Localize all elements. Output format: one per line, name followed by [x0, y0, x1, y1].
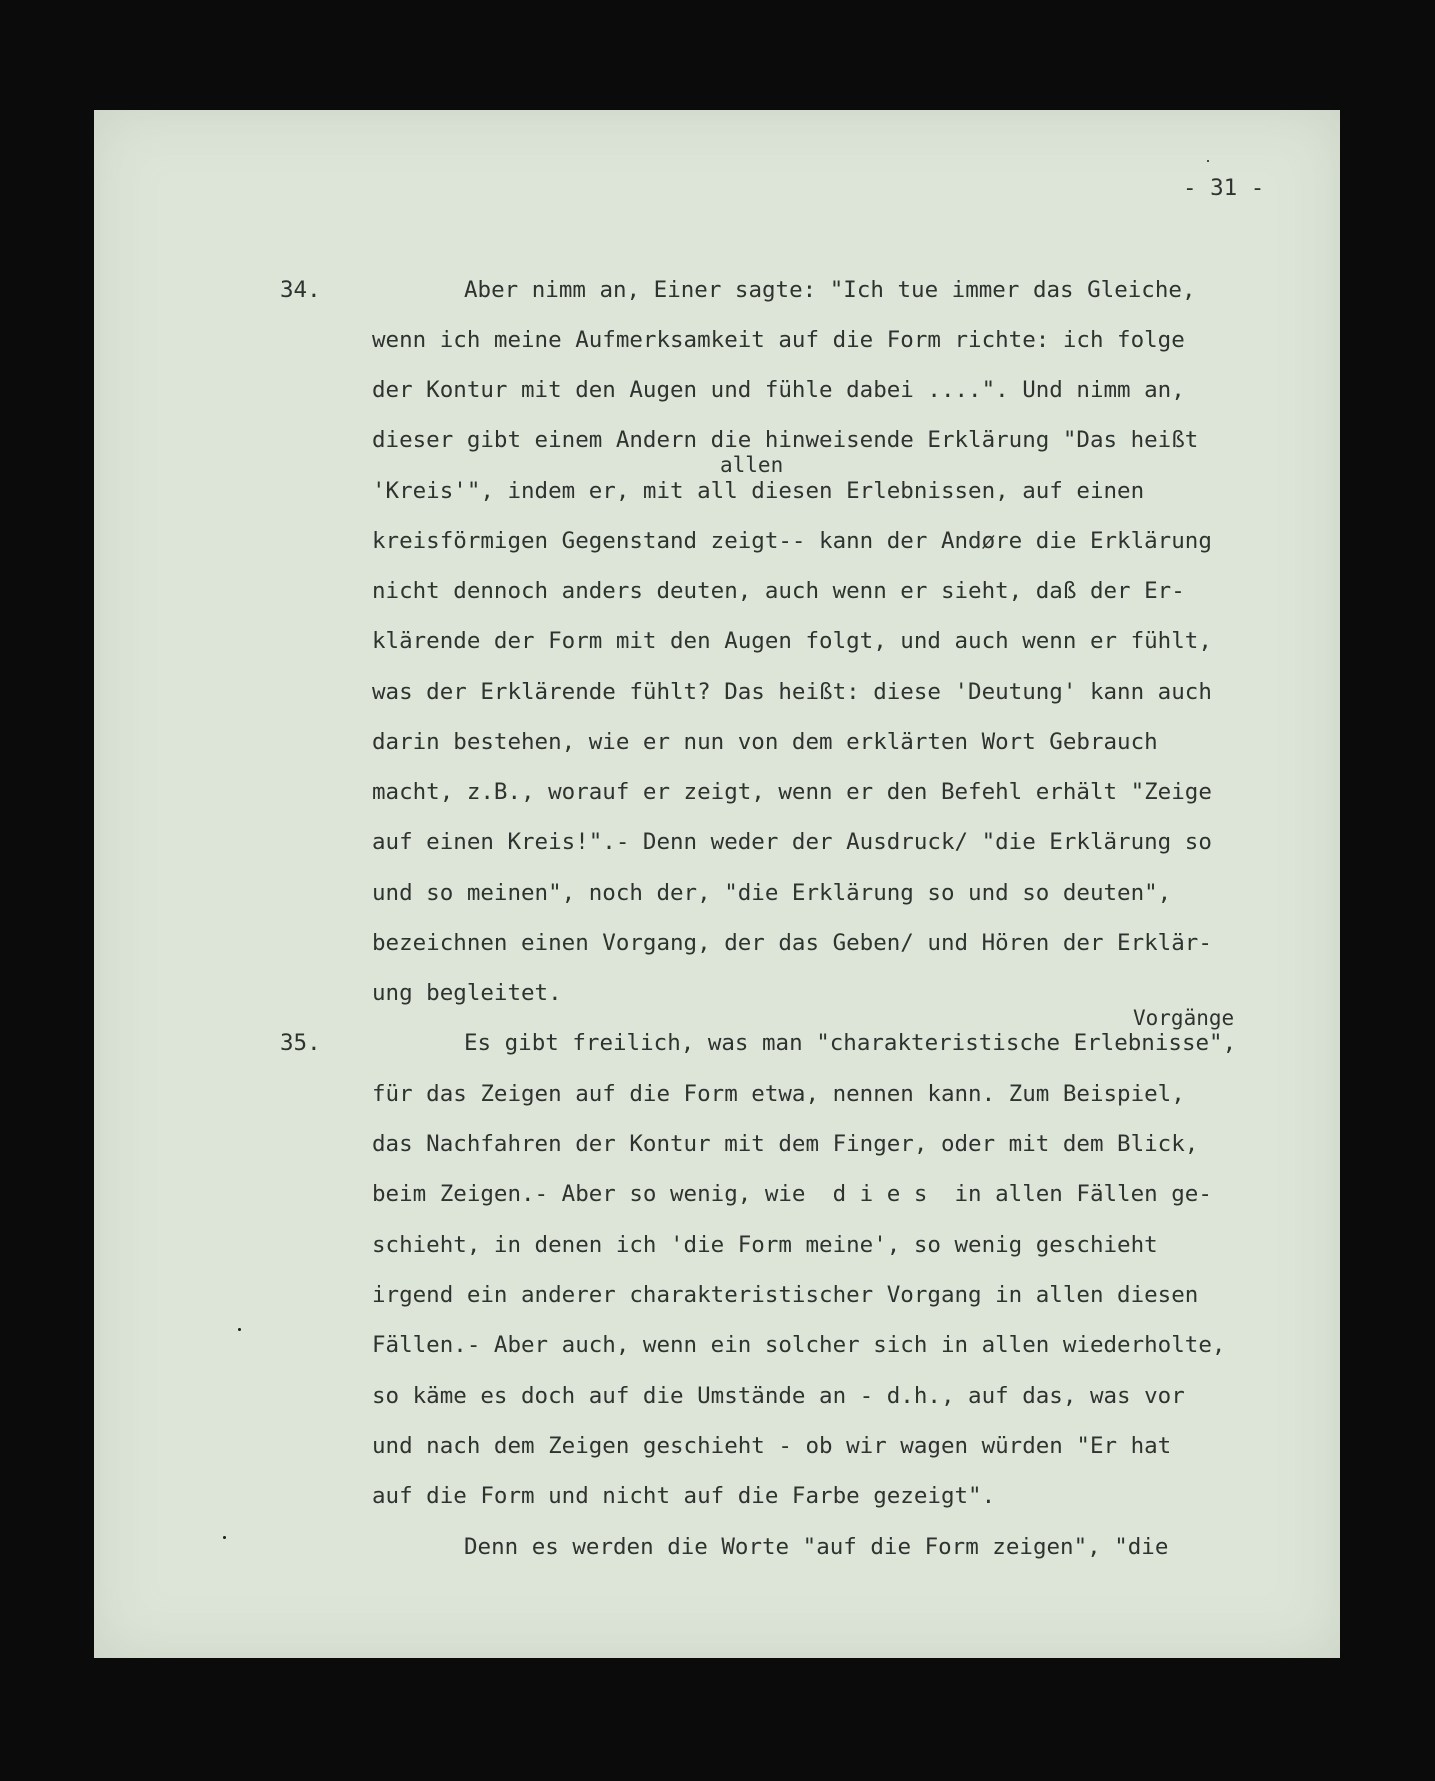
text-line: darin bestehen, wie er nun von dem erklärten Wort Gebrauch: [372, 729, 1158, 755]
text-line: klärende der Form mit den Augen folgt, und auch wenn er fühlt,: [372, 628, 1212, 654]
text-line: was der Erklärende fühlt? Das heißt: diese 'Deutung' kann auch: [372, 679, 1212, 705]
text-line: Aber nimm an, Einer sagte: "Ich tue immer das Gleiche,: [464, 277, 1196, 303]
text-line: Fällen.- Aber auch, wenn ein solcher sich in allen wiederholte,: [372, 1332, 1226, 1358]
text-line: und so meinen", noch der, "die Erklärung so und so deuten",: [372, 880, 1172, 906]
text-line: macht, z.B., worauf er zeigt, wenn er den Befehl erhält "Zeige: [372, 779, 1212, 805]
section-number: 35.: [280, 1030, 321, 1056]
text-line: 'Kreis'", indem er, mit all diesen Erlebnissen, auf einen: [372, 478, 1145, 504]
interlinear-insertion: allen: [720, 453, 784, 477]
section-number: 34.: [280, 277, 321, 303]
text-line: Denn es werden die Worte "auf die Form zeigen", "die: [464, 1534, 1169, 1560]
text-line: auf die Form und nicht auf die Farbe gezeigt".: [372, 1483, 996, 1509]
text-line: der Kontur mit den Augen und fühle dabei ....". Und nimm an,: [372, 377, 1185, 403]
text-line: dieser gibt einem Andern die hinweisende Erklärung "Das heißt: [372, 427, 1199, 453]
interlinear-insertion: Vorgänge: [1133, 1006, 1235, 1030]
text-line: ung begleitet.: [372, 980, 562, 1006]
text-line: bezeichnen einen Vorgang, der das Geben/ und Hören der Erklär-: [372, 930, 1212, 956]
text-line: Es gibt freilich, was man "charakteristische Erlebnisse",: [464, 1030, 1237, 1056]
text-line: auf einen Kreis!".- Denn weder der Ausdruck/ "die Erklärung so: [372, 829, 1212, 855]
text-line: schieht, in denen ich 'die Form meine', so wenig geschieht: [372, 1232, 1158, 1258]
text-line: kreisförmigen Gegenstand zeigt-- kann der Andøre die Erklärung: [372, 528, 1212, 554]
text-line: nicht dennoch anders deuten, auch wenn er sieht, daß der Er-: [372, 578, 1185, 604]
text-line: für das Zeigen auf die Form etwa, nennen kann. Zum Beispiel,: [372, 1081, 1185, 1107]
text-line: wenn ich meine Aufmerksamkeit auf die Form richte: ich folge: [372, 327, 1185, 353]
text-line: und nach dem Zeigen geschieht - ob wir wagen würden "Er hat: [372, 1433, 1172, 1459]
ink-speck: [1207, 160, 1209, 162]
text-line: so käme es doch auf die Umstände an - d.h., auf das, was vor: [372, 1383, 1185, 1409]
text-line: irgend ein anderer charakteristischer Vorgang in allen diesen: [372, 1282, 1199, 1308]
text-line: das Nachfahren der Kontur mit dem Finger, oder mit dem Blick,: [372, 1131, 1199, 1157]
page-number: - 31 -: [1183, 175, 1265, 201]
ink-speck: [223, 1536, 226, 1539]
text-line: beim Zeigen.- Aber so wenig, wie d i e s in allen Fällen ge-: [372, 1181, 1212, 1207]
ink-speck: [238, 1328, 241, 1331]
